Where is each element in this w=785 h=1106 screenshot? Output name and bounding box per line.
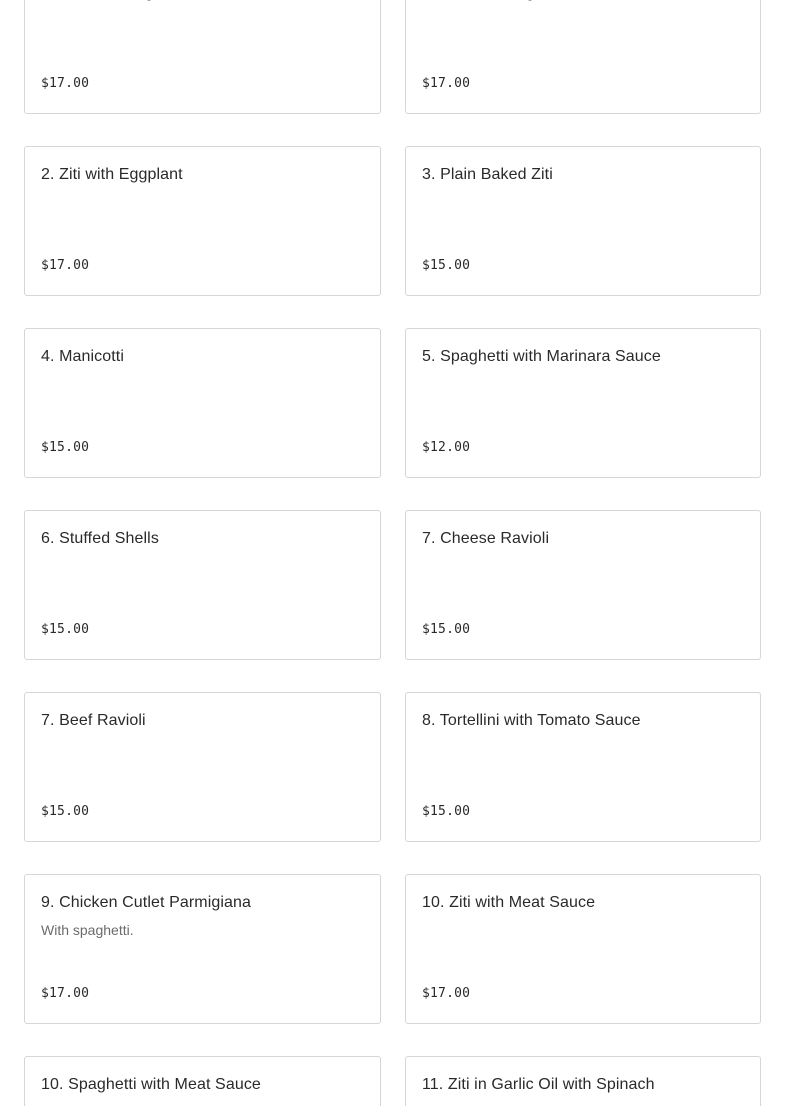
menu-item-card[interactable] (24, 146, 381, 296)
menu-item-card[interactable] (405, 1056, 761, 1106)
menu-item-card[interactable] (405, 874, 761, 1024)
menu-item-card[interactable] (24, 510, 381, 660)
menu-item-name: 7. Beef Ravioli (41, 712, 146, 729)
menu-item-price: $12.00 (422, 440, 471, 455)
menu-item-price: $15.00 (422, 258, 471, 273)
menu-item-price: $15.00 (41, 804, 90, 819)
menu-item-name: 3. Plain Baked Ziti (422, 166, 553, 183)
menu-item-card[interactable] (405, 692, 761, 842)
menu-item-price: $17.00 (41, 76, 90, 91)
menu-item-price: $17.00 (41, 258, 90, 273)
menu-item-price: $15.00 (422, 804, 471, 819)
menu-item-card[interactable] (24, 328, 381, 478)
menu-item-name: 9. Chicken Cutlet Parmigiana (41, 894, 252, 911)
menu-item-name: 8. Tortellini with Tomato Sauce (422, 712, 641, 729)
menu-item-grid (24, 0, 761, 1106)
menu-item-name: 10. Spaghetti with Meat Sauce (41, 1076, 261, 1093)
menu-item-name: 5. Spaghetti with Marinara Sauce (422, 348, 661, 365)
menu-item-price: $17.00 (422, 986, 471, 1001)
menu-item-card[interactable] (405, 328, 761, 478)
menu-item-card[interactable] (405, 0, 761, 114)
menu-item-price: $15.00 (41, 440, 90, 455)
menu-item-price: $15.00 (422, 622, 471, 637)
menu-item-price: $17.00 (422, 76, 471, 91)
menu-item-name: 4. Manicotti (41, 348, 125, 365)
menu-item-name: 11. Ziti in Garlic Oil with Spinach (422, 1076, 655, 1093)
menu-item-card[interactable] (24, 1056, 381, 1106)
menu-item-card[interactable] (24, 0, 381, 114)
menu-item-description: With spaghetti. (41, 922, 134, 938)
menu-item-card[interactable] (405, 146, 761, 296)
menu-item-name (41, 0, 368, 2)
menu-item-name: 2. Ziti with Eggplant (41, 166, 183, 183)
menu-item-card[interactable] (24, 874, 381, 1024)
menu-item-name: 7. Cheese Ravioli (422, 530, 550, 547)
menu-item-card[interactable] (405, 510, 761, 660)
menu-item-price: $15.00 (41, 622, 90, 637)
menu-item-price: $17.00 (41, 986, 90, 1001)
menu-item-name (422, 0, 748, 2)
menu-item-name: 6. Stuffed Shells (41, 530, 159, 547)
menu-item-name: 10. Ziti with Meat Sauce (422, 894, 596, 911)
menu-item-card[interactable] (24, 692, 381, 842)
